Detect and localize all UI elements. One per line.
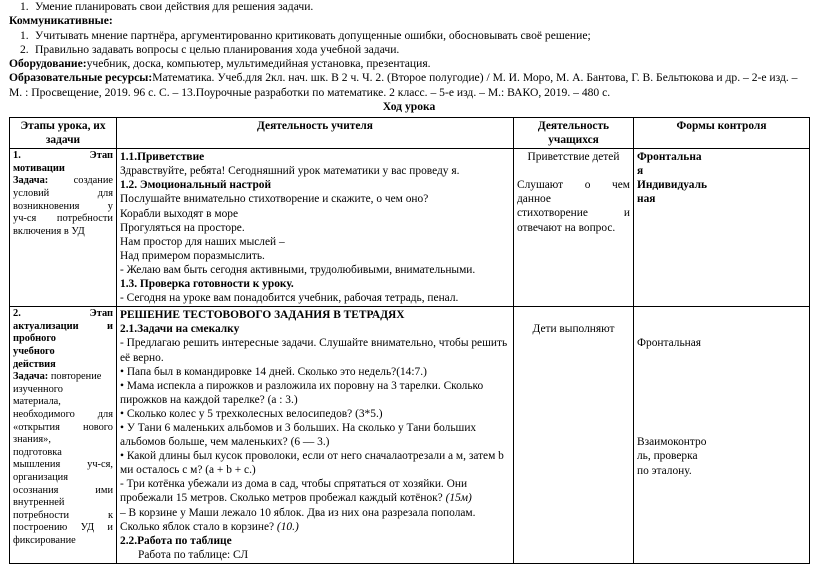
task-text: повторение [50,371,102,383]
header-teacher: Деятельность учителя [117,118,514,149]
task-text: создание [73,175,113,187]
list-item [9,0,809,14]
list-item [9,43,809,57]
stage-title-line: пробного [13,333,56,345]
list-item [9,29,809,43]
teacher-cell [117,149,514,307]
poem-line: Над примером поразмыслить. [120,249,265,262]
communicative-heading: Коммуникативные: [9,14,113,28]
list-number: 2. [20,42,29,56]
teacher-text: - Желаю вам быть сегодня активными, трудолюбивыми, внимательными. [120,263,476,276]
teacher-text: Послушайте внимательно стихотворение и скажите, о чем оно? [120,193,429,206]
teacher-text [120,506,510,534]
students-text: Приветствие детей [527,151,620,164]
teacher-text [120,477,510,505]
teacher-text-part: - Три котёнка убежали из дома в сад, чтобы спрятаться от хозяйки. Они пробежали 15 метров. Сколько метров пробежал каждый котёнок? [120,478,468,505]
students-line: данное [517,193,551,206]
task-line: уч-ся потребности [13,213,113,225]
document-header [9,0,809,114]
resources-line [9,71,809,100]
task-line: изученного [13,383,63,395]
stage-cell [10,307,117,564]
section-heading: 1.3. Проверка готовности к уроку. [120,278,294,291]
task-line: включения в УД [13,225,85,237]
task-line: подготовка [13,446,62,458]
header-stages: Этапы урока, их задачи [10,118,117,149]
students-line: Слушают о чем [517,179,630,192]
list-number: 1. [20,28,29,42]
poem-line: Нам простор для наших мыслей – [120,235,285,248]
task-label: Задача: [13,371,49,383]
task-line: необходимого для [13,408,113,420]
forms-line: Взаимоконтро [637,436,707,449]
students-cell [514,149,634,307]
task-line: осознания ими [13,484,113,496]
teacher-text: • Какой длины был кусок проволоки, если от него сначалаотрезали а м, затем b ми осталось с м? (а + b + с.) [120,450,504,477]
stage-title-line: учебного [13,346,55,357]
stage-number: 1. [13,150,21,162]
section-heading: 1.2. Эмоциональный настрой [120,179,272,192]
lesson-heading: Ход урока [382,100,436,114]
teacher-text: • Мама испекла а пирожков и разложила их поровну на 3 тарелки. Сколько пирожков на каждой тарелке? (а : 3.) [120,379,484,406]
task-line: мышления уч-ся, [13,459,113,471]
stage-word: Этап [89,150,113,162]
forms-line: Фронтальна [637,151,702,164]
task-line: потребности к [13,509,113,521]
teacher-text: • Папа был в командировке 14 дней. Сколько это недель?(14:7.) [120,365,427,378]
poem-line: Корабли выходят в море [120,207,239,220]
task-line: организация [13,471,69,483]
section-heading: 2.2.Работа по таблице [120,534,232,547]
forms-line: по эталону. [637,464,692,477]
equipment-label: Оборудование: [9,57,87,71]
task-line: материала, [13,396,61,408]
stage-title-line: актуализации и [13,320,113,332]
header-students: Деятельность учащихся [514,118,634,149]
equipment-text: учебник, доска, компьютер, мультимедийная установка, презентация. [86,57,431,71]
answer-text: (15м) [445,492,472,505]
teacher-text: Работа по таблице: СЛ [138,548,249,561]
stage-title: мотивации [13,162,65,174]
students-text: Дети выполняют [532,323,615,336]
forms-cell [634,149,810,307]
task-line: «открытия нового [13,421,113,433]
forms-cell [634,307,810,564]
answer-text: (10.) [276,520,299,533]
students-line: отвечают на вопрос. [517,221,616,234]
forms-line: Индивидуаль [637,179,707,192]
students-line: стихотворение и [517,207,630,220]
teacher-cell [117,307,514,564]
task-line: построению УД и [13,522,113,534]
task-line: возникновения у [13,200,113,212]
table-row [10,149,810,307]
teacher-text: - Предлагаю решить интересные задачи. Слушайте внимательно, чтобы решить её верно. [120,337,508,364]
teacher-text: • У Тани 6 маленьких альбомов и 3 больших. На сколько у Тани больших альбомов больше, чем маленьких? (6 — 3.) [120,421,477,449]
list-number: 1. [20,0,29,13]
forms-line: ль, проверка [637,450,698,463]
section-heading: 1.1.Приветствие [120,151,205,164]
poem-line: Прогуляться на просторе. [120,221,245,234]
list-text: Учитывать мнение партнёра, аргументированно критиковать допущенные ошибки, обосновывать своё решение; [35,28,591,42]
task-line: внутренней [13,497,65,509]
stage-title-line: 2. Этап [13,308,113,320]
table-row [10,307,810,564]
list-text: Правильно задавать вопросы с целью планирования хода учебной задачи. [35,42,400,56]
section-heading: РЕШЕНИЕ ТЕСТОВОВОГО ЗАДАНИЯ В ТЕТРАДЯХ [120,309,405,322]
header-forms: Формы контроля [634,118,810,149]
teacher-text-part: – В корзине у Маши лежало 10 яблок. Два из них она разрезала пополам. Сколько яблок стало в корзине? [120,506,476,533]
resources-label: Образовательные ресурсы: [9,71,153,85]
task-line: знания», [13,434,51,446]
task-line: условий для [13,187,113,199]
resources-text: Математика. Учеб.для 2кл. нач. шк. В 2 ч. Ч. 2. (Второе полугодие) / М. И. Моро, М. А. Бантова, Г. В. Бельтюкова и др. – 2-е изд. – М. : Просвещение, 2019. 96 с. С. – 13.Поурочные разработки по математике. 2 класс. – 5-е изд. – М.: ВАКО, 2019. – 480 с. [9,71,798,99]
list-text: Умение планировать свои действия для решения задачи. [35,0,314,13]
stage-cell [10,149,117,307]
forms-line: я [637,165,644,178]
stage-title-line: действия [13,358,56,370]
task-label: Задача: [13,175,49,187]
teacher-text: - Сегодня на уроке вам понадобится учебник, рабочая тетрадь, пенал. [120,292,459,305]
table-header-row [10,118,810,149]
students-cell [514,307,634,564]
teacher-text: Здравствуйте, ребята! Сегодняшний урок математики у вас проведу я. [120,165,460,178]
task-line: фиксирование [13,534,76,546]
lesson-table [9,117,810,564]
section-heading: 2.1.Задачи на смекалку [120,323,240,336]
forms-line: ная [637,193,656,206]
equipment-line [9,57,809,71]
teacher-text: • Сколько колес у 5 трехколесных велосипедов? (3*5.) [120,407,383,420]
forms-line: Фронтальная [637,337,702,350]
